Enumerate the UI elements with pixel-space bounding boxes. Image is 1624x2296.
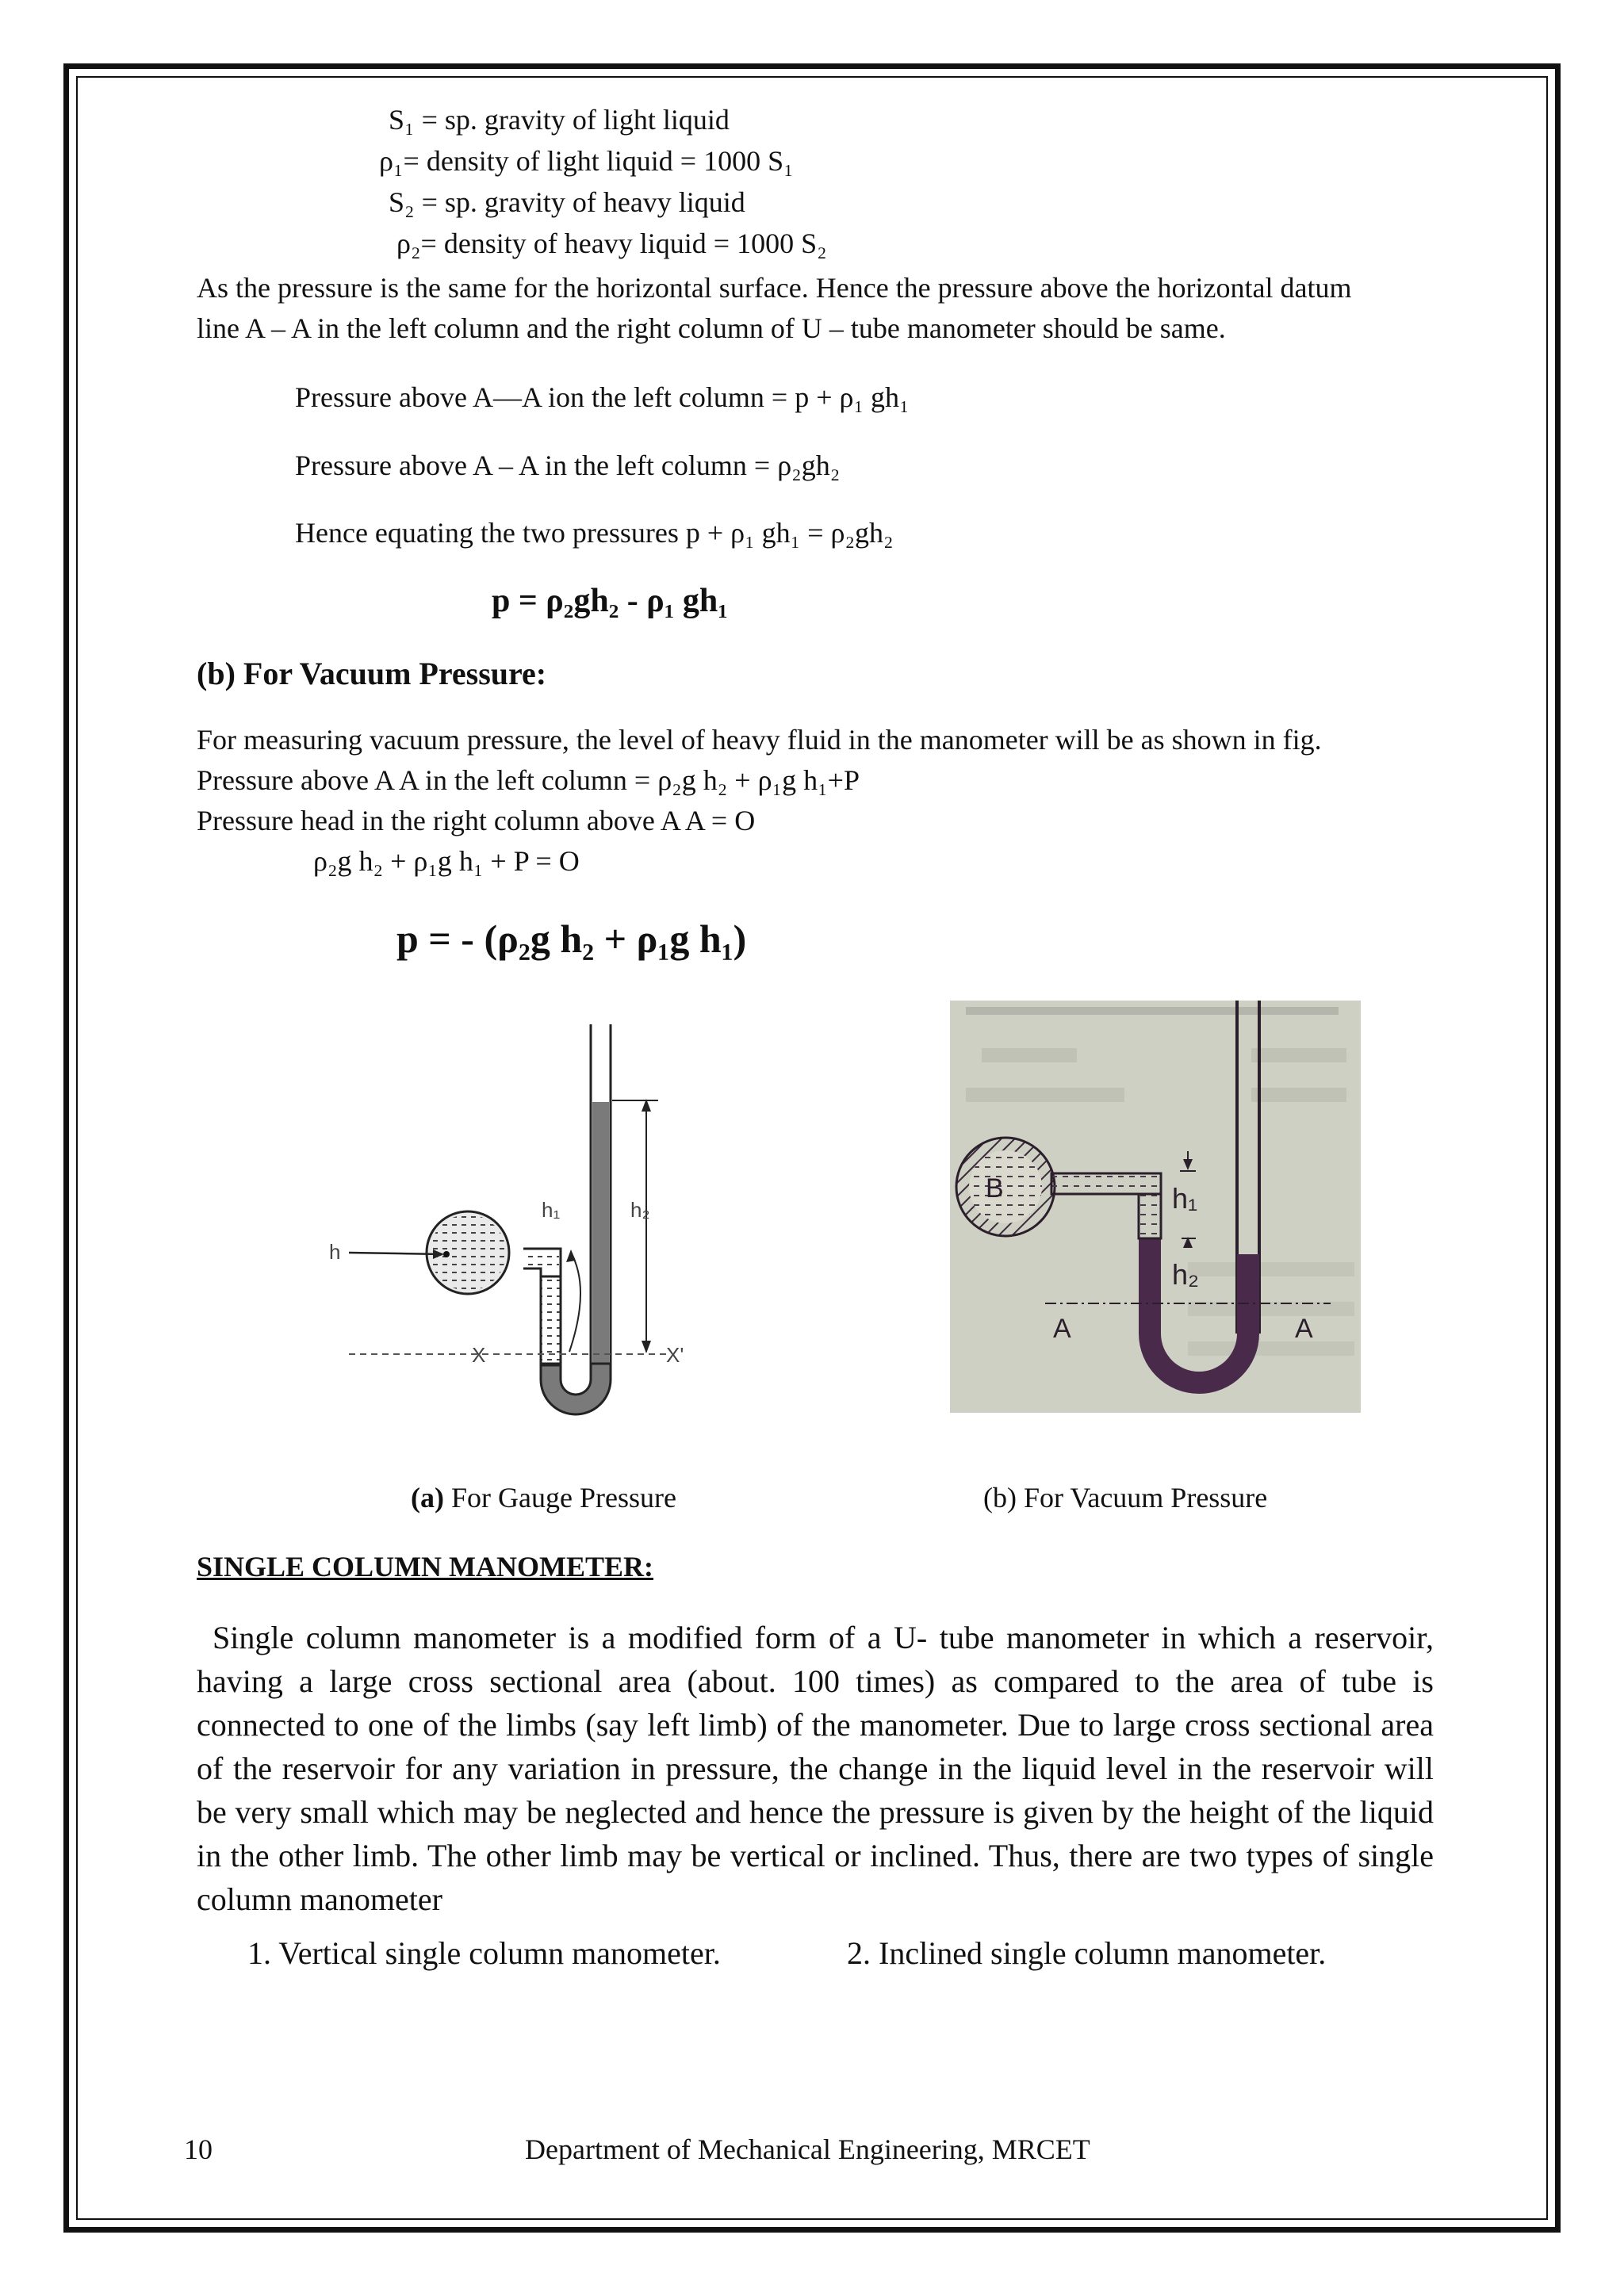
intro-line-2: line A – A in the left column and the right column of U – tube manometer should be same.	[197, 312, 1226, 344]
vacuum-result-equation: p = - (ρ₂g h₂ + ρ₁g h₁)	[396, 916, 747, 961]
vacuum-heading: (b) For Vacuum Pressure:	[197, 656, 547, 691]
gauge-equating: Hence equating the two pressures p + ρ₁ gh₁ = ρ₂gh₂	[295, 517, 894, 549]
fig-a-xprime-label: X'	[666, 1343, 684, 1367]
definition-rho1: ρ₁= density of light liquid = 1000 S₁	[379, 145, 794, 177]
footer-department: Department of Mechanical Engineering, MRCET	[525, 2133, 1090, 2165]
figure-gauge-pressure	[317, 1015, 730, 1435]
fig-a-h1-label: h₁	[542, 1198, 561, 1222]
fig-b-a-right-label: A	[1295, 1314, 1313, 1344]
fig-a-h-label: h	[329, 1240, 341, 1264]
caption-a-text: For Gauge Pressure	[443, 1482, 676, 1513]
caption-vacuum-pressure: (b) For Vacuum Pressure	[983, 1482, 1268, 1513]
vacuum-line-2: Pressure above A A in the left column = ρ₂g h₂ + ρ₁g h₁+P	[197, 764, 860, 796]
definition-rho2: ρ₂= density of heavy liquid = 1000 S₂	[396, 228, 827, 259]
vacuum-line-1: For measuring vacuum pressure, the level of heavy fluid in the manometer will be as shown in fig.	[197, 724, 1322, 756]
fig-b-b-label: B	[986, 1173, 1004, 1203]
gauge-left-pressure: Pressure above A—A ion the left column = p + ρ₁ gh₁	[295, 381, 910, 413]
type-inclined: 2. Inclined single column manometer.	[847, 1935, 1327, 1971]
fig-b-a-left-label: A	[1053, 1314, 1071, 1344]
vacuum-line-3: Pressure head in the right column above A A = O	[197, 805, 756, 836]
definition-s1: S₁ = sp. gravity of light liquid	[389, 104, 730, 136]
gauge-result-equation: p = ρ₂gh₂ - ρ₁ gh₁	[492, 583, 728, 619]
fig-b-h1-label: h₁	[1172, 1182, 1198, 1215]
fig-a-x-label: X	[472, 1343, 486, 1367]
definition-s2: S₂ = sp. gravity of heavy liquid	[389, 186, 745, 218]
gauge-right-pressure: Pressure above A – A in the left column = ρ₂gh₂	[295, 450, 841, 481]
fig-b-h2-label: h₂	[1172, 1258, 1199, 1291]
single-column-paragraph: Single column manometer is a modified form of a U- tube manometer in which a reservoir, having a large cross sectional area (about. 100 times) as compared to the area of tube is connected to one of the limbs (say left limb) of the manometer. Due to large cross sectional area of the reservoir for any variation in pressure, the change in the liquid level in the reservoir will be very small which may be neglected and hence the pressure is given by the height of the liquid in the other limb. The other limb may be vertical or inclined. Thus, there are two types of single column manometer	[197, 1620, 1434, 1917]
vacuum-line-4: ρ₂g h₂ + ρ₁g h₁ + P = O	[313, 845, 580, 877]
type-vertical: 1. Vertical single column manometer.	[247, 1935, 721, 1971]
caption-gauge-pressure	[411, 1481, 676, 1514]
figure-vacuum-pressure	[950, 1001, 1361, 1413]
intro-line-1: As the pressure is the same for the horizontal surface. Hence the pressure above the horizontal datum	[197, 272, 1352, 304]
single-column-heading: SINGLE COLUMN MANOMETER:	[197, 1551, 654, 1582]
fig-a-h2-label: h₂	[630, 1198, 650, 1222]
page-number: 10	[184, 2133, 213, 2165]
caption-a-marker: (a)	[411, 1482, 444, 1513]
